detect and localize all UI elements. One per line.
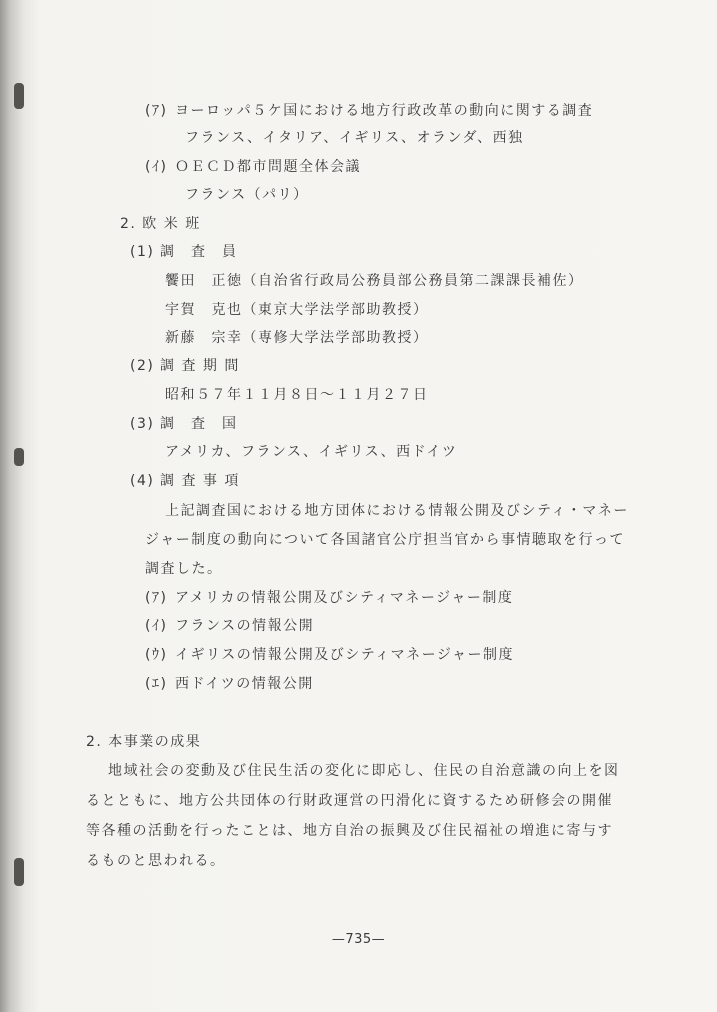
investigators-heading — [130, 243, 238, 261]
items-list-item — [145, 646, 514, 664]
item-marker: (2) — [130, 358, 155, 374]
item-label: 調 査 期 間 — [160, 358, 240, 374]
item-marker: (ｳ) — [145, 647, 168, 663]
results-paragraph-line: るとともに、地方公共団体の行財政運営の円滑化に資するため研修会の開催 — [86, 793, 613, 809]
items-heading — [130, 472, 240, 490]
investigator-1: 饗田 正徳（自治省行政局公務員部公務員第二課課長補佐） — [165, 273, 584, 289]
results-paragraph-line: 等各種の活動を行ったことは、地方自治の振興及び住民福祉の増進に寄与す — [86, 823, 613, 839]
items-list-item — [145, 589, 513, 607]
team-heading: 2. 欧 米 班 — [120, 216, 201, 232]
binding-hole — [14, 448, 24, 466]
item-marker: (ｲ) — [145, 159, 168, 175]
item-marker: (ｴ) — [145, 676, 168, 692]
binding-hole — [14, 858, 24, 886]
survey-item-a — [145, 102, 593, 120]
item-marker: (1) — [130, 244, 155, 260]
item-marker: (ｲ) — [145, 618, 168, 634]
items-paragraph-line: 上記調査国における地方団体における情報公開及びシティ・マネー — [165, 503, 629, 519]
item-title: ヨーロッパ５ケ国における地方行政改革の動向に関する調査 — [175, 103, 594, 119]
survey-item-b-country: フランス（パリ） — [185, 187, 309, 203]
results-paragraph-line: るものと思われる。 — [86, 853, 226, 869]
countries-value: アメリカ、フランス、イギリス、西ドイツ — [165, 444, 458, 460]
period-value: 昭和５７年１１月８日～１１月２７日 — [165, 387, 429, 403]
results-paragraph-line: 地域社会の変動及び住民生活の変化に即応し、住民の自治意識の向上を図 — [108, 763, 620, 779]
items-list-item — [145, 675, 314, 693]
item-label: 調 査 国 — [160, 416, 238, 432]
items-list-item — [145, 617, 314, 635]
item-title: ＯＥＣＤ都市問題全体会議 — [175, 159, 361, 175]
item-label: 調 査 事 項 — [160, 473, 240, 489]
item-marker: (4) — [130, 473, 155, 489]
items-paragraph-line: 調査した。 — [145, 561, 223, 577]
items-paragraph-line: ジャー制度の動向について各国諸官公庁担当官から事情聴取を行って — [145, 532, 625, 548]
binding-hole — [14, 83, 24, 109]
page-number: —735— — [331, 932, 386, 947]
investigator-3: 新藤 宗幸（専修大学法学部助教授） — [165, 330, 429, 346]
period-heading — [130, 357, 240, 375]
survey-item-a-countries: フランス、イタリア、イギリス、オランダ、西独 — [185, 130, 524, 146]
item-text: 西ドイツの情報公開 — [175, 676, 314, 692]
item-text: イギリスの情報公開及びシティマネージャー制度 — [175, 647, 515, 663]
survey-item-b — [145, 158, 361, 176]
item-text: アメリカの情報公開及びシティマネージャー制度 — [175, 590, 514, 606]
item-marker: (ｱ) — [145, 590, 168, 606]
results-heading: 2. 本事業の成果 — [86, 734, 202, 750]
item-text: フランスの情報公開 — [175, 618, 315, 634]
countries-heading — [130, 415, 238, 433]
item-label: 調 査 員 — [160, 244, 238, 260]
item-marker: (ｱ) — [145, 103, 168, 119]
item-marker: (3) — [130, 416, 155, 432]
investigator-2: 宇賀 克也（東京大学法学部助教授） — [165, 302, 429, 318]
